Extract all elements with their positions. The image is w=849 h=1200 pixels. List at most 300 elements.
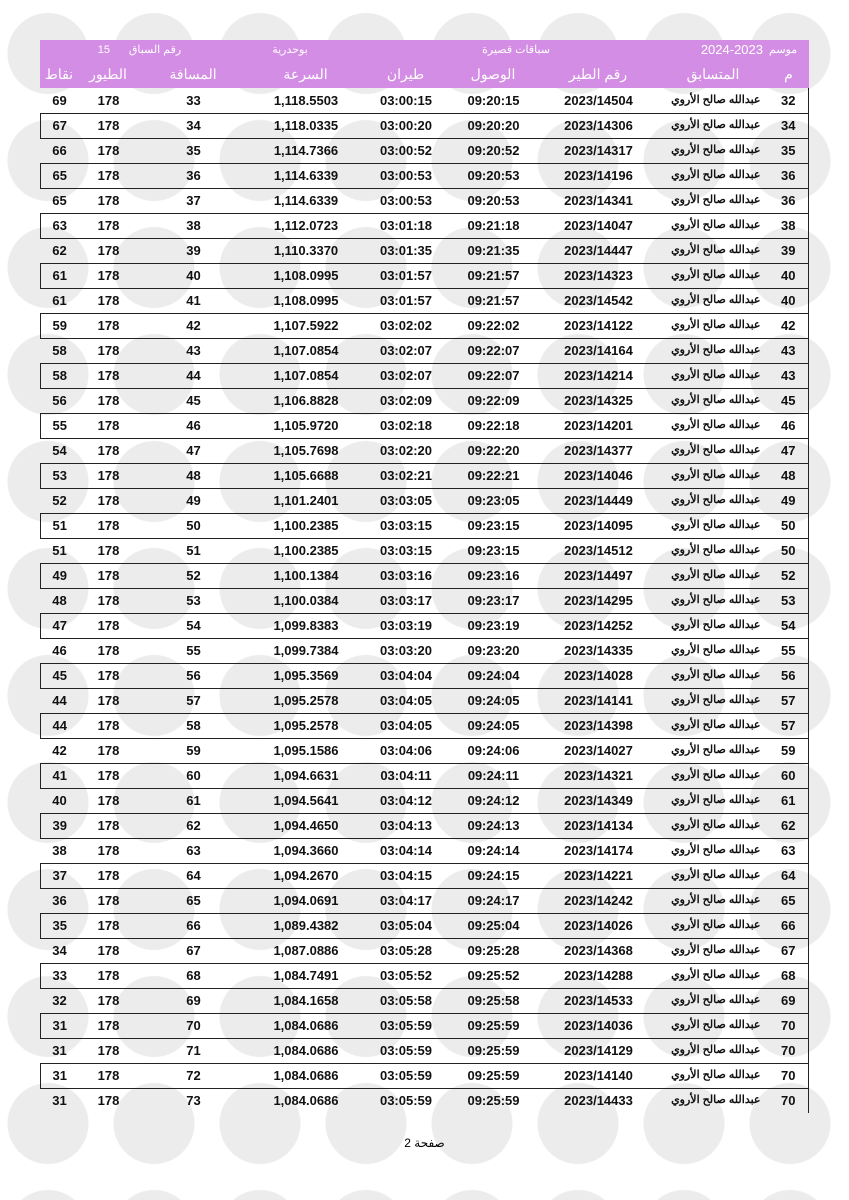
cell-arrival: 09:25:59 (449, 1013, 539, 1038)
cell-ring: 2023/14288 (539, 963, 659, 988)
cell-birds: 178 (97, 793, 120, 808)
cell-flight: 03:05:04 (364, 913, 449, 938)
table-row (41, 288, 809, 313)
column-headers (40, 60, 809, 88)
cell-ring: 2023/14129 (564, 1043, 633, 1058)
cell-rank: 48 (769, 463, 809, 488)
cell-rank: 70 (769, 1013, 809, 1038)
cell-name: عبدالله صالح الأروي (659, 263, 769, 288)
cell-name: عبدالله صالح الأروي (671, 994, 761, 1006)
table-row (41, 888, 809, 913)
cell-points: 38 (52, 843, 67, 858)
cell-flight: 03:04:17 (379, 893, 433, 908)
cell-rank: 50 (769, 513, 809, 538)
cell-points: 44 (52, 693, 67, 708)
cell-name: عبدالله صالح الأروي (671, 394, 761, 406)
cell-arrival: 09:20:15 (467, 92, 520, 108)
table-row (41, 863, 809, 888)
cell-ring: 2023/14164 (564, 343, 633, 358)
cell-birds: 178 (97, 893, 120, 908)
table-row (41, 338, 809, 363)
cell-points: 34 (52, 943, 67, 958)
cell-ring: 2023/14295 (564, 593, 633, 608)
cell-distance: 41 (186, 293, 201, 308)
cell-name: عبدالله صالح الأروي (671, 794, 761, 806)
cell-flight: 03:01:35 (379, 243, 433, 258)
cell-speed: 1,094.6631 (249, 763, 364, 788)
cell-rank: 70 (769, 1088, 809, 1113)
cell-speed: 1,100.0384 (273, 593, 339, 608)
table-row (41, 788, 809, 813)
cell-points: 54 (52, 443, 67, 458)
cell-ring: 2023/14433 (564, 1093, 633, 1109)
cell-birds: 178 (79, 813, 139, 838)
cell-ring: 2023/14447 (564, 243, 633, 258)
cell-points: 47 (41, 613, 79, 638)
cell-rank: 68 (769, 963, 809, 988)
results-sheet (40, 40, 809, 1113)
cell-ring: 2023/14047 (539, 213, 659, 238)
cell-rank: 40 (769, 263, 809, 288)
cell-points: 61 (41, 263, 79, 288)
cell-distance: 72 (139, 1063, 249, 1088)
cell-points: 37 (41, 863, 79, 888)
cell-speed: 1,095.3569 (249, 663, 364, 688)
cell-distance: 71 (186, 1043, 201, 1058)
cell-points: 41 (41, 763, 79, 788)
table-row (41, 1038, 809, 1063)
cell-arrival: 09:20:20 (449, 113, 539, 138)
cell-speed: 1,106.8828 (273, 393, 339, 408)
cell-speed: 1,084.0686 (273, 1093, 339, 1109)
cell-distance: 52 (139, 563, 249, 588)
cell-speed: 1,110.3370 (273, 243, 339, 258)
col-name: المتسابق (686, 66, 740, 82)
cell-name: عبدالله صالح الأروي (659, 763, 769, 788)
cell-points: 55 (41, 413, 79, 438)
cell-points: 35 (41, 913, 79, 938)
cell-arrival: 09:22:07 (449, 363, 539, 388)
cell-flight: 03:00:53 (364, 163, 449, 188)
cell-distance: 59 (186, 743, 201, 758)
cell-speed: 1,099.7384 (273, 643, 339, 658)
cell-rank: 55 (769, 638, 809, 663)
cell-points: 48 (52, 593, 67, 608)
cell-rank: 60 (769, 763, 809, 788)
cell-ring: 2023/14174 (564, 843, 633, 858)
cell-distance: 56 (139, 663, 249, 688)
cell-ring: 2023/14542 (564, 293, 633, 308)
cell-arrival: 09:22:02 (449, 313, 539, 338)
cell-arrival: 09:24:14 (467, 843, 520, 858)
cell-name: عبدالله صالح الأروي (659, 463, 769, 488)
cell-birds: 178 (79, 513, 139, 538)
cell-name: عبدالله صالح الأروي (659, 413, 769, 438)
cell-speed: 1,095.2578 (249, 713, 364, 738)
cell-rank: 59 (769, 738, 809, 763)
cell-flight: 03:01:57 (379, 293, 433, 308)
cell-points: 36 (52, 893, 67, 908)
cell-birds: 178 (97, 393, 120, 408)
col-ring: رقم الطير (568, 66, 628, 82)
cell-birds: 178 (79, 763, 139, 788)
cell-speed: 1,095.1586 (273, 743, 339, 758)
cell-rank: 38 (769, 213, 809, 238)
cell-arrival: 09:23:15 (449, 513, 539, 538)
cell-rank: 69 (769, 988, 809, 1013)
cell-flight: 03:02:18 (364, 413, 449, 438)
cell-flight: 03:04:15 (364, 863, 449, 888)
cell-flight: 03:04:14 (379, 843, 433, 858)
race-type: سباقات قصيرة (482, 44, 550, 56)
cell-birds: 178 (79, 563, 139, 588)
cell-distance: 62 (139, 813, 249, 838)
cell-birds: 178 (97, 643, 120, 658)
cell-distance: 53 (186, 593, 201, 608)
cell-ring: 2023/14368 (564, 943, 633, 958)
cell-birds: 178 (97, 243, 120, 258)
table-row (41, 938, 809, 963)
table-row (41, 613, 809, 638)
table-row (41, 688, 809, 713)
cell-flight: 03:03:16 (364, 563, 449, 588)
cell-name: عبدالله صالح الأروي (671, 844, 761, 856)
cell-name: عبدالله صالح الأروي (671, 944, 761, 956)
cell-rank: 70 (769, 1038, 809, 1063)
cell-birds: 178 (79, 213, 139, 238)
cell-ring: 2023/14349 (564, 793, 633, 808)
cell-ring: 2023/14140 (539, 1063, 659, 1088)
cell-name: عبدالله صالح الأروي (659, 1063, 769, 1088)
page-number: صفحة 2 (404, 1136, 445, 1150)
cell-birds: 178 (97, 543, 120, 558)
cell-rank: 57 (769, 688, 809, 713)
cell-points: 52 (52, 493, 67, 508)
cell-distance: 69 (186, 993, 201, 1008)
cell-ring: 2023/14449 (564, 493, 633, 508)
cell-birds: 178 (79, 463, 139, 488)
cell-flight: 03:04:06 (379, 743, 433, 758)
cell-flight: 03:05:28 (379, 943, 433, 958)
cell-arrival: 09:20:53 (449, 163, 539, 188)
cell-speed: 1,118.0335 (249, 113, 364, 138)
table-row (41, 988, 809, 1013)
col-speed: السرعة (283, 66, 328, 82)
cell-ring: 2023/14323 (539, 263, 659, 288)
table-row (41, 463, 809, 488)
cell-arrival: 09:21:35 (467, 243, 520, 258)
cell-flight: 03:01:57 (364, 263, 449, 288)
col-distance: المسافة (169, 66, 217, 82)
cell-flight: 03:04:12 (379, 793, 433, 808)
cell-points: 53 (41, 463, 79, 488)
cell-birds: 178 (79, 913, 139, 938)
cell-rank: 47 (769, 438, 809, 463)
cell-speed: 1,094.0691 (273, 893, 339, 908)
cell-distance: 68 (139, 963, 249, 988)
cell-birds: 178 (97, 693, 120, 708)
table-row (41, 913, 809, 938)
cell-points: 56 (52, 393, 67, 408)
cell-name: عبدالله صالح الأروي (671, 744, 761, 756)
cell-ring: 2023/14252 (539, 613, 659, 638)
table-row (41, 263, 809, 288)
cell-speed: 1,100.2385 (273, 543, 339, 558)
cell-speed: 1,114.6339 (249, 163, 364, 188)
cell-flight: 03:04:05 (379, 693, 433, 708)
cell-points: 58 (41, 363, 79, 388)
cell-points: 32 (52, 993, 67, 1008)
cell-arrival: 09:23:05 (467, 493, 520, 508)
cell-speed: 1,095.2578 (273, 693, 339, 708)
cell-flight: 03:04:04 (364, 663, 449, 688)
cell-birds: 178 (97, 443, 120, 458)
cell-flight: 03:03:05 (379, 493, 433, 508)
cell-name: عبدالله صالح الأروي (659, 363, 769, 388)
cell-ring: 2023/14398 (539, 713, 659, 738)
cell-name: عبدالله صالح الأروي (671, 494, 761, 506)
cell-points: 45 (41, 663, 79, 688)
cell-speed: 1,105.7698 (273, 443, 339, 458)
cell-points: 31 (52, 1043, 67, 1058)
table-row (41, 763, 809, 788)
cell-name: عبدالله صالح الأروي (659, 813, 769, 838)
cell-name: عبدالله صالح الأروي (659, 713, 769, 738)
cell-birds: 178 (97, 343, 120, 358)
cell-flight: 03:05:58 (379, 993, 433, 1008)
cell-name: عبدالله صالح الأروي (671, 444, 761, 456)
cell-rank: 61 (769, 788, 809, 813)
cell-arrival: 09:24:05 (467, 693, 520, 708)
cell-arrival: 09:21:18 (449, 213, 539, 238)
table-row (41, 488, 809, 513)
cell-speed: 1,100.2385 (249, 513, 364, 538)
cell-ring: 2023/14325 (564, 393, 633, 408)
cell-speed: 1,114.7366 (273, 143, 339, 158)
cell-arrival: 09:24:17 (467, 893, 520, 908)
cell-arrival: 09:22:07 (467, 343, 520, 358)
cell-distance: 61 (186, 793, 201, 808)
cell-rank: 65 (769, 888, 809, 913)
cell-flight: 03:02:07 (379, 343, 433, 358)
cell-flight: 03:03:19 (364, 613, 449, 638)
table-row (41, 563, 809, 588)
cell-points: 46 (52, 643, 67, 658)
cell-distance: 60 (139, 763, 249, 788)
cell-name: عبدالله صالح الأروي (659, 563, 769, 588)
cell-rank: 42 (769, 313, 809, 338)
cell-name: عبدالله صالح الأروي (671, 894, 761, 906)
cell-name: عبدالله صالح الأروي (671, 144, 761, 156)
cell-flight: 03:03:15 (379, 543, 433, 558)
cell-ring: 2023/14095 (539, 513, 659, 538)
cell-flight: 03:04:11 (364, 763, 449, 788)
cell-rank: 63 (769, 838, 809, 863)
cell-points: 62 (52, 243, 67, 258)
cell-rank: 32 (769, 88, 809, 113)
cell-rank: 70 (769, 1063, 809, 1088)
table-row (41, 1063, 809, 1088)
cell-ring: 2023/14321 (539, 763, 659, 788)
table-row (41, 413, 809, 438)
cell-distance: 46 (139, 413, 249, 438)
cell-flight: 03:01:18 (364, 213, 449, 238)
cell-flight: 03:05:59 (364, 1063, 449, 1088)
cell-rank: 54 (769, 613, 809, 638)
cell-speed: 1,094.5641 (273, 793, 339, 808)
cell-points: 65 (41, 163, 79, 188)
table-row (41, 313, 809, 338)
cell-distance: 37 (186, 193, 201, 208)
table-row (41, 88, 809, 113)
cell-birds: 178 (79, 963, 139, 988)
cell-distance: 65 (186, 893, 201, 908)
cell-arrival: 09:24:05 (449, 713, 539, 738)
cell-points: 58 (52, 343, 67, 358)
table-row (41, 538, 809, 563)
cell-arrival: 09:23:15 (467, 543, 520, 558)
cell-arrival: 09:25:59 (467, 1043, 520, 1058)
cell-distance: 45 (186, 393, 201, 408)
cell-name: عبدالله صالح الأروي (671, 544, 761, 556)
cell-points: 61 (52, 293, 67, 308)
cell-name: عبدالله صالح الأروي (659, 213, 769, 238)
cell-birds: 178 (79, 163, 139, 188)
cell-birds: 178 (97, 943, 120, 958)
table-row (41, 163, 809, 188)
cell-arrival: 09:25:59 (449, 1063, 539, 1088)
cell-name: عبدالله صالح الأروي (671, 694, 761, 706)
table-row (41, 138, 809, 163)
cell-birds: 178 (97, 1093, 120, 1109)
table-row (41, 213, 809, 238)
cell-birds: 178 (97, 143, 120, 158)
cell-birds: 178 (79, 663, 139, 688)
cell-points: 44 (41, 713, 79, 738)
cell-speed: 1,084.0686 (249, 1013, 364, 1038)
cell-rank: 64 (769, 863, 809, 888)
cell-ring: 2023/14214 (539, 363, 659, 388)
cell-points: 31 (52, 1093, 67, 1109)
cell-ring: 2023/14497 (539, 563, 659, 588)
cell-rank: 49 (769, 488, 809, 513)
table-row (41, 663, 809, 688)
cell-points: 42 (52, 743, 67, 758)
cell-speed: 1,084.0686 (273, 1043, 339, 1058)
cell-flight: 03:05:59 (364, 1013, 449, 1038)
cell-ring: 2023/14122 (539, 313, 659, 338)
season-label: موسم (769, 44, 798, 56)
cell-rank: 66 (769, 913, 809, 938)
table-row (41, 513, 809, 538)
cell-birds: 178 (79, 863, 139, 888)
cell-distance: 50 (139, 513, 249, 538)
cell-flight: 03:02:21 (364, 463, 449, 488)
cell-speed: 1,107.0854 (249, 363, 364, 388)
cell-arrival: 09:22:18 (449, 413, 539, 438)
cell-points: 51 (41, 513, 79, 538)
cell-speed: 1,084.7491 (249, 963, 364, 988)
cell-arrival: 09:23:20 (467, 643, 520, 658)
cell-rank: 35 (769, 138, 809, 163)
cell-points: 39 (41, 813, 79, 838)
col-arrival: الوصول (470, 66, 516, 82)
cell-points: 67 (41, 113, 79, 138)
cell-speed: 1,100.1384 (249, 563, 364, 588)
cell-name: عبدالله صالح الأروي (671, 644, 761, 656)
cell-distance: 51 (186, 543, 201, 558)
cell-distance: 40 (139, 263, 249, 288)
cell-points: 31 (41, 1013, 79, 1038)
cell-rank: 57 (769, 713, 809, 738)
cell-name: عبدالله صالح الأروي (659, 613, 769, 638)
cell-speed: 1,114.6339 (273, 193, 339, 208)
cell-flight: 03:03:17 (379, 593, 433, 608)
cell-distance: 64 (139, 863, 249, 888)
cell-distance: 63 (186, 843, 201, 858)
cell-speed: 1,084.0686 (249, 1063, 364, 1088)
cell-distance: 39 (186, 243, 201, 258)
table-row (41, 638, 809, 663)
cell-flight: 03:02:09 (379, 393, 433, 408)
table-row (41, 363, 809, 388)
cell-ring: 2023/14134 (539, 813, 659, 838)
cell-speed: 1,107.0854 (273, 343, 339, 358)
cell-ring: 2023/14201 (539, 413, 659, 438)
cell-distance: 70 (139, 1013, 249, 1038)
cell-speed: 1,084.1658 (273, 993, 339, 1008)
cell-arrival: 09:21:57 (449, 263, 539, 288)
cell-ring: 2023/14028 (539, 663, 659, 688)
cell-name: عبدالله صالح الأروي (671, 244, 761, 256)
cell-rank: 53 (769, 588, 809, 613)
cell-ring: 2023/14196 (539, 163, 659, 188)
cell-arrival: 09:25:52 (449, 963, 539, 988)
cell-ring: 2023/14046 (539, 463, 659, 488)
cell-flight: 03:04:13 (364, 813, 449, 838)
cell-distance: 73 (186, 1093, 201, 1109)
cell-speed: 1,118.5503 (273, 92, 339, 108)
cell-flight: 03:00:53 (379, 193, 433, 208)
cell-arrival: 09:23:16 (449, 563, 539, 588)
cell-distance: 33 (186, 92, 201, 108)
cell-rank: 50 (769, 538, 809, 563)
race-number: 15 (97, 44, 110, 56)
col-points: نقاط (44, 66, 74, 82)
cell-ring: 2023/14504 (564, 92, 633, 108)
cell-arrival: 09:22:21 (449, 463, 539, 488)
table-row (41, 388, 809, 413)
cell-flight: 03:02:02 (364, 313, 449, 338)
cell-name: عبدالله صالح الأروي (671, 294, 761, 306)
cell-speed: 1,107.5922 (249, 313, 364, 338)
cell-arrival: 09:25:58 (467, 993, 520, 1008)
cell-birds: 178 (97, 743, 120, 758)
cell-name: عبدالله صالح الأروي (659, 913, 769, 938)
cell-flight: 03:05:52 (364, 963, 449, 988)
cell-name: عبدالله صالح الأروي (659, 863, 769, 888)
results-table (40, 88, 809, 1113)
col-rank: م (784, 66, 793, 82)
cell-birds: 178 (97, 993, 120, 1008)
cell-birds: 178 (79, 113, 139, 138)
cell-ring: 2023/14533 (564, 993, 633, 1008)
cell-distance: 49 (186, 493, 201, 508)
table-row (41, 813, 809, 838)
cell-speed: 1,112.0723 (249, 213, 364, 238)
cell-rank: 56 (769, 663, 809, 688)
cell-distance: 58 (139, 713, 249, 738)
